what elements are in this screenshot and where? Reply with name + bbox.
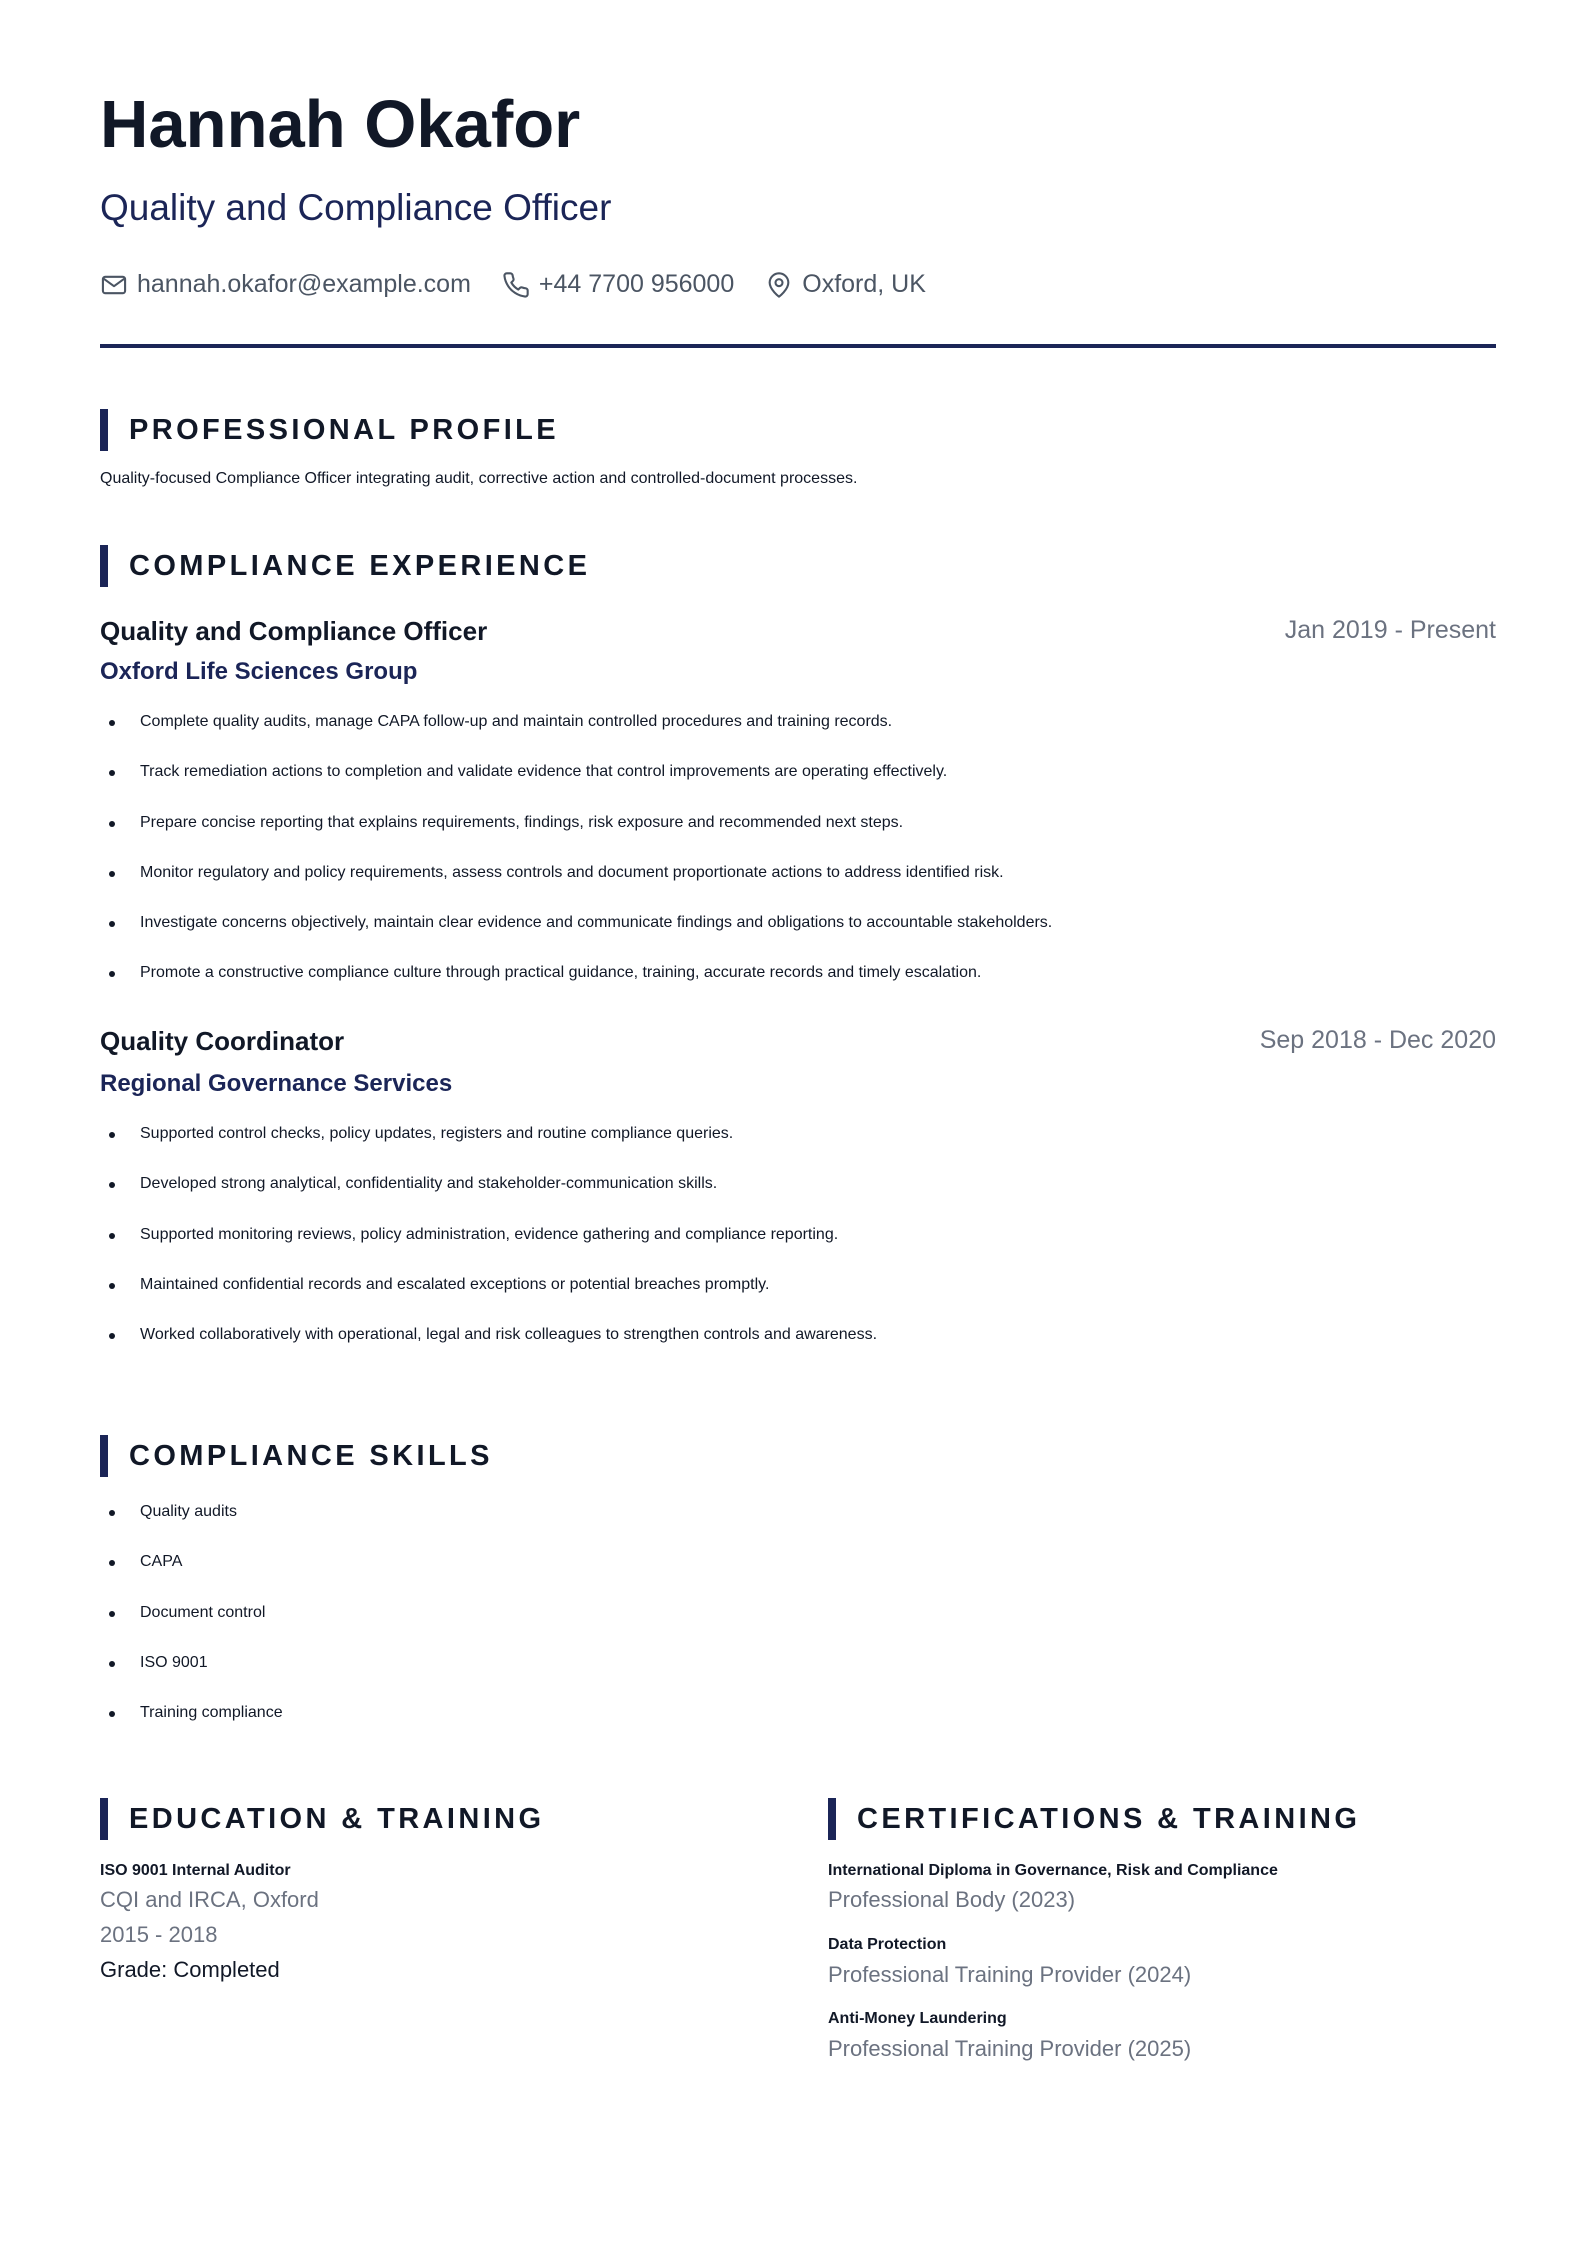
job-role: Quality and Compliance Officer [100, 616, 488, 646]
section-accent-bar [100, 1435, 108, 1477]
job-bullet: Investigate concerns objectively, maintain clear evidence and communicate findings and obligations to accountable stakeholders. [100, 913, 1052, 963]
job-bullet: Track remediation actions to completion and validate evidence that control improvements are operating effectively. [100, 762, 1052, 812]
education-institution: CQI and IRCA, Oxford [100, 1887, 319, 1912]
profile-summary: Quality-focused Compliance Officer integrating audit, corrective action and controlled-document processes. [100, 470, 858, 487]
job-dates: Sep 2018 - Dec 2020 [1259, 1026, 1496, 1054]
job-bullet-list [100, 1124, 877, 1375]
certification-issuer: Professional Training Provider (2025) [828, 2036, 1192, 2061]
candidate-title: Quality and Compliance Officer [100, 187, 612, 228]
certification-title: Anti-Money Laundering [828, 2010, 1007, 2027]
job-bullet: Supported control checks, policy updates, registers and routine compliance queries. [100, 1124, 877, 1174]
education-years: 2015 - 2018 [100, 1922, 218, 1947]
job-bullet: Supported monitoring reviews, policy administration, evidence gathering and compliance reporting. [100, 1225, 877, 1275]
candidate-name: Hannah Okafor [100, 87, 581, 162]
section-title: COMPLIANCE EXPERIENCE [129, 549, 591, 582]
contact-location [765, 270, 926, 299]
location-pin-icon [765, 271, 793, 299]
education-title: ISO 9001 Internal Auditor [100, 1862, 291, 1879]
certification-title: Data Protection [828, 1936, 947, 1953]
job-bullet: Promote a constructive compliance culture through practical guidance, training, accurate records and timely escalation. [100, 963, 1052, 1013]
job-role: Quality Coordinator [100, 1026, 345, 1056]
section-title: PROFESSIONAL PROFILE [129, 413, 560, 446]
section-heading-profile [100, 409, 559, 451]
job-bullet: Developed strong analytical, confidentiality and stakeholder-communication skills. [100, 1174, 877, 1224]
contact-row [100, 270, 957, 299]
certification-issuer: Professional Training Provider (2024) [828, 1962, 1192, 1987]
section-accent-bar [100, 545, 108, 587]
skill-item: ISO 9001 [100, 1653, 283, 1703]
section-title: EDUCATION & TRAINING [129, 1802, 545, 1835]
education-grade: Grade: Completed [100, 1957, 280, 1982]
job-bullet: Monitor regulatory and policy requirements, assess controls and document proportionate actions to address identified risk. [100, 863, 1052, 913]
job-bullet: Prepare concise reporting that explains requirements, findings, risk exposure and recommended next steps. [100, 813, 1052, 863]
skill-item: Document control [100, 1603, 283, 1653]
certification-issuer: Professional Body (2023) [828, 1887, 1076, 1912]
job-bullet: Maintained confidential records and escalated exceptions or potential breaches promptly. [100, 1275, 877, 1325]
phone-text: +44 7700 956000 [538, 270, 735, 298]
section-heading-skills [100, 1435, 493, 1477]
section-accent-bar [100, 409, 108, 451]
job-bullet: Worked collaboratively with operational, legal and risk colleagues to strengthen controls and awareness. [100, 1325, 877, 1375]
skill-item: Quality audits [100, 1502, 283, 1552]
location-text: Oxford, UK [802, 270, 926, 298]
section-heading-certifications [828, 1798, 1360, 1840]
job-bullet: Complete quality audits, manage CAPA follow-up and maintain controlled procedures and training records. [100, 712, 1052, 762]
contact-phone[interactable] [502, 270, 734, 299]
section-accent-bar [100, 1798, 108, 1840]
mail-icon [100, 271, 128, 299]
contact-email[interactable] [100, 270, 471, 299]
job-company: Regional Governance Services [100, 1070, 453, 1097]
section-accent-bar [828, 1798, 836, 1840]
certification-title: International Diploma in Governance, Risk and Compliance [828, 1862, 1278, 1879]
section-title: CERTIFICATIONS & TRAINING [857, 1802, 1361, 1835]
email-text: hannah.okafor@example.com [137, 270, 471, 298]
skills-list [100, 1502, 283, 1753]
section-heading-education [100, 1798, 544, 1840]
phone-icon [502, 271, 530, 299]
job-bullet-list [100, 712, 1052, 1014]
skill-item: Training compliance [100, 1703, 283, 1753]
job-company: Oxford Life Sciences Group [100, 658, 418, 685]
skill-item: CAPA [100, 1552, 283, 1602]
section-title: COMPLIANCE SKILLS [129, 1439, 493, 1472]
job-dates: Jan 2019 - Present [1284, 616, 1496, 644]
section-heading-experience [100, 545, 590, 587]
header-divider [100, 344, 1496, 348]
